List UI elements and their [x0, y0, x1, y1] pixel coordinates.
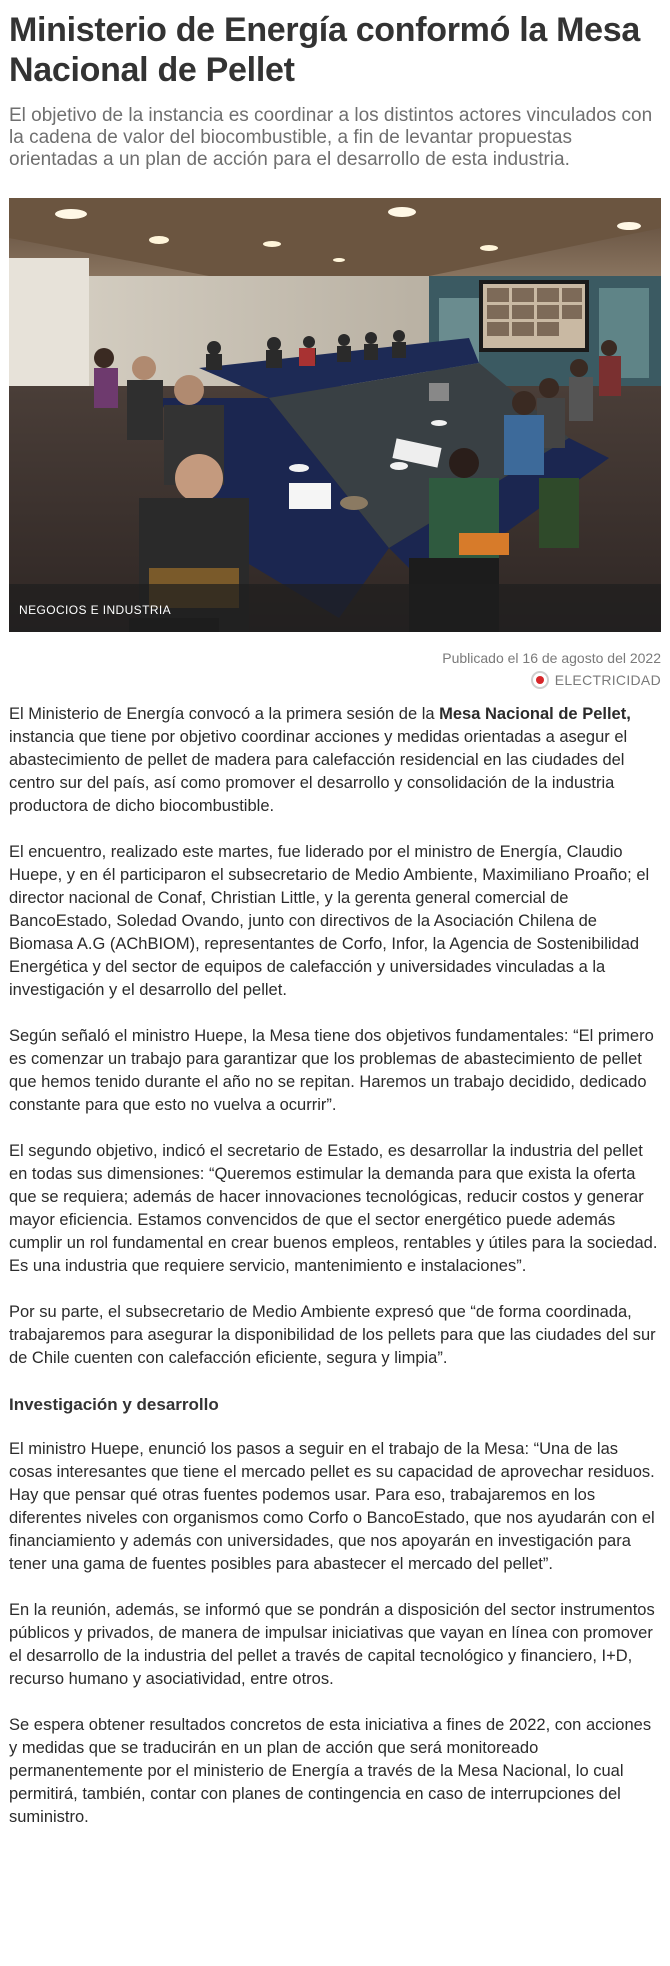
- category-label: ELECTRICIDAD: [554, 672, 661, 688]
- article-lead: El objetivo de la instancia es coordinar a los distintos actores vinculados con la cadena de valor del biocombustible, a fin de levantar propuestas orientadas a un plan de acción para el desarrollo de esta industria.: [9, 105, 653, 170]
- section-heading: Investigación y desarrollo: [9, 1395, 219, 1414]
- hero-image[interactable]: [9, 198, 661, 632]
- paragraph-1: [9, 703, 661, 818]
- image-caption: NEGOCIOS E INDUSTRIA: [9, 584, 661, 632]
- article-body: [9, 703, 661, 1829]
- publish-date: Publicado el 16 de agosto del 2022: [442, 650, 661, 666]
- target-dot-icon: [531, 671, 549, 689]
- paragraph-3: Según señaló el ministro Huepe, la Mesa tiene dos objetivos fundamentales: “El primero es comenzar un trabajo para garantizar que los problemas de abastecimiento de pellet que hemos tenido durante el año no se repitan. Haremos un trabajo decidido, dedicado constante para que esto no vuelva a ocurrir”.: [9, 1027, 654, 1114]
- paragraph-1-text: El Ministerio de Energía convocó a la primera sesión de la: [9, 705, 440, 723]
- paragraph-1-text-end: instancia que tiene por objetivo coordinar acciones y medidas orientadas a asegur el abastecimiento de pellet de madera para calefacción residencial en las ciudades del centro sur del país, así como promover el desarrollo y consolidación de la industria productora de dicho biocombustible.: [9, 728, 628, 815]
- paragraph-5: Por su parte, el subsecretario de Medio Ambiente expresó que “de forma coordinada, trabajaremos para asegurar la disponibilidad de los pellets para que las ciudades del sur de Chile cuenten con calefacción eficiente, segura y limpia”.: [9, 1303, 656, 1367]
- paragraph-2: El encuentro, realizado este martes, fue liderado por el ministro de Energía, Claudio Huepe, y en él participaron el subsecretario de Medio Ambiente, Maximiliano Proaño; el director nacional de Conaf, Christian Little, y la gerenta general comercial de BancoEstado, Soledad Ovando, junto con directivos de la Asociación Chilena de Biomasa A.G (AChBIOM), representantes de Corfo, Infor, la Agencia de Sostenibilidad Energética y del sector de equipos de calefacción y universidades vinculadas a la investigación y el desarrollo del pellet.: [9, 843, 650, 999]
- paragraph-6: El ministro Huepe, enunció los pasos a seguir en el trabajo de la Mesa: “Una de las cosas interesantes que tiene el mercado pellet es su capacidad de aprovechar residuos. Hay que pensar qué otras fuentes podemos usar. Para eso, trabajaremos en los diferentes niveles con organismos como Corfo o BancoEstado, que nos ayudarán con el financiamiento y además con universidades, que nos apoyarán en investigación para tener una gama de fuentes posibles para abastecer el mercado del pellet”.: [9, 1440, 655, 1573]
- paragraph-1-bold: Mesa Nacional de Pellet,: [439, 705, 631, 723]
- category-tag[interactable]: [9, 671, 661, 689]
- article-title: Ministerio de Energía conformó la Mesa Nacional de Pellet: [9, 11, 640, 89]
- paragraph-7: En la reunión, además, se informó que se pondrán a disposición del sector instrumentos públicos y privados, de manera de impulsar iniciativas que vayan en línea con promover el desarrollo de la industria del pellet a través de capital tecnológico y financiero, I+D, recurso humano y asociatividad, entre otros.: [9, 1601, 655, 1688]
- meeting-photo: [9, 198, 661, 632]
- paragraph-8: Se espera obtener resultados concretos de esta iniciativa a fines de 2022, con acciones y medidas que se traducirán en un plan de acción que será monitoreado permanentemente por el ministerio de Energía a través de la Mesa Nacional, lo cual permitirá, también, contar con planes de contingencia en caso de interrupciones del suministro.: [9, 1716, 652, 1826]
- paragraph-4: El segundo objetivo, indicó el secretario de Estado, es desarrollar la industria del pellet en todas sus dimensiones: “Queremos estimular la demanda para que exista la oferta que se requiera; además de hacer innovaciones tecnológicas, reducir costos y generar mayor eficiencia. Estamos convencidos de que el sector energético puede además cumplir un rol fundamental en crear buenos empleos, rentables y útiles para la sociedad. Es una industria que requiere servicio, mantenimiento e instalaciones”.: [9, 1142, 658, 1275]
